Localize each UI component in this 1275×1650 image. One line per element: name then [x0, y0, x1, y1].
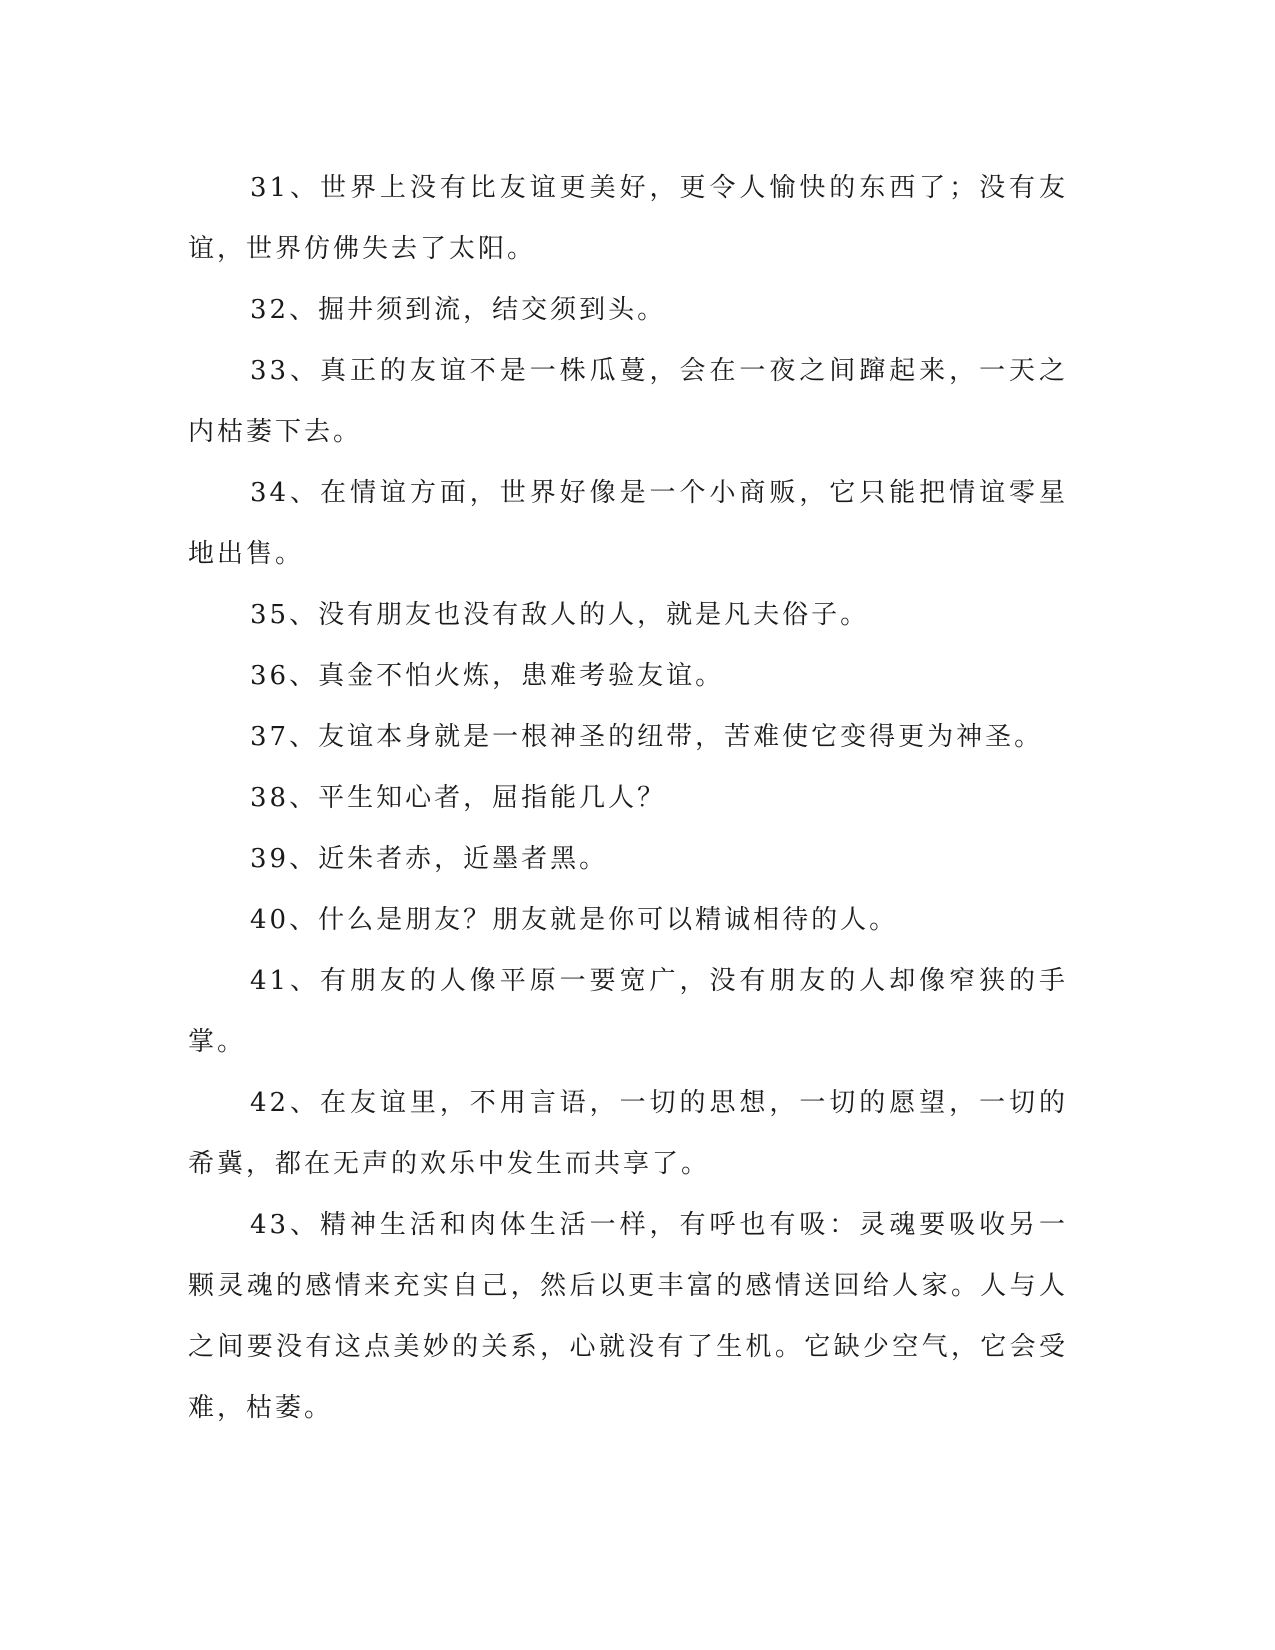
body-text [188, 158, 1068, 1439]
paragraph-40: 40、什么是朋友？朋友就是你可以精诚相待的人。 [250, 905, 899, 935]
paragraph-33: 33、真正的友谊不是一株瓜蔓，会在一夜之间蹿起来，一天之内枯萎下去。 [188, 356, 1068, 447]
paragraph-43: 43、精神生活和肉体生活一样，有呼也有吸：灵魂要吸收另一颗灵魂的感情来充实自己，然后以更丰富的感情送回给人家。人与人之间要没有这点美妙的关系，心就没有了生机。它缺少空气，它会受难，枯萎。 [188, 1210, 1068, 1423]
paragraph-41: 41、有朋友的人像平原一要宽广，没有朋友的人却像窄狭的手掌。 [188, 966, 1068, 1057]
paragraph-36: 36、真金不怕火炼，患难考验友谊。 [250, 661, 725, 691]
paragraph-42: 42、在友谊里，不用言语，一切的思想，一切的愿望，一切的希冀，都在无声的欢乐中发生而共享了。 [188, 1088, 1068, 1179]
paragraph-38: 38、平生知心者，屈指能几人？ [250, 783, 667, 813]
paragraph-34: 34、在情谊方面，世界好像是一个小商贩，它只能把情谊零星地出售。 [188, 478, 1068, 569]
paragraph-32: 32、掘井须到流，结交须到头。 [250, 295, 667, 325]
paragraph-39: 39、近朱者赤，近墨者黑。 [250, 844, 609, 874]
paragraph-35: 35、没有朋友也没有敌人的人，就是凡夫俗子。 [250, 600, 870, 630]
paragraph-37: 37、友谊本身就是一根神圣的纽带，苦难使它变得更为神圣。 [250, 722, 1044, 752]
paragraph-31: 31、世界上没有比友谊更美好，更令人愉快的东西了；没有友谊，世界仿佛失去了太阳。 [188, 173, 1068, 264]
